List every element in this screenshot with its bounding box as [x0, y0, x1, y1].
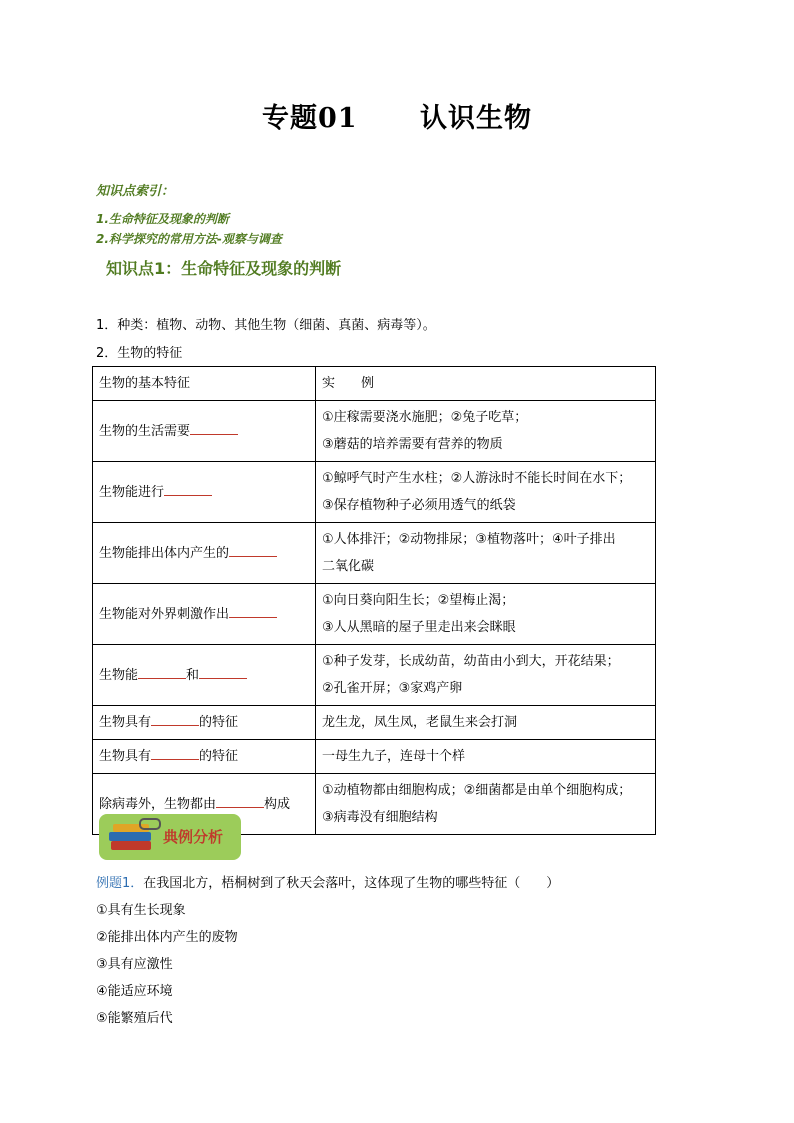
feature-text: 的特征 [199, 749, 239, 764]
feature-cell [93, 706, 316, 740]
table-header-row [93, 367, 656, 401]
paragraph-features: 2．生物的特征 [96, 346, 183, 361]
example-line: ③病毒没有细胞结构 [322, 810, 438, 825]
fill-blank [138, 664, 186, 679]
example-line: 龙生龙，凤生凤，老鼠生来会打洞 [322, 715, 518, 730]
fill-blank [216, 793, 264, 808]
index-heading: 知识点索引： [96, 184, 175, 199]
example-line: ②孔雀开屏；③家鸡产卵 [322, 681, 463, 696]
table-header-cell: 生物的基本特征 [93, 367, 316, 401]
example-cell [316, 523, 656, 584]
example-line: 一母生九子，连母十个样 [322, 749, 466, 764]
feature-text: 生物具有 [99, 749, 152, 764]
index-item-2: 2.科学探究的常用方法-观察与调查 [96, 232, 282, 246]
feature-text: 除病毒外，生物都由 [99, 796, 217, 812]
badge-label: 典例分析 [163, 828, 224, 846]
glasses-icon [139, 818, 161, 830]
fill-blank [229, 603, 277, 618]
example-line: ①动植物都由细胞构成；②细菌都是由单个细胞构成； [322, 783, 632, 798]
example-question [96, 872, 559, 891]
fill-blank [151, 711, 199, 726]
paragraph-types: 1．种类：植物、动物、其他生物（细菌、真菌、病毒等）。 [96, 318, 436, 333]
example-cell [316, 462, 656, 523]
option-4: ④能适应环境 [96, 984, 173, 999]
example-line: ①向日葵向阳生长；②望梅止渴； [322, 593, 515, 608]
features-table [92, 366, 656, 835]
table-row [93, 645, 656, 706]
feature-text: 构成 [264, 796, 291, 812]
books-icon [111, 841, 151, 850]
example-label: 例题1． [96, 876, 144, 891]
table-row [93, 584, 656, 645]
table-row [93, 740, 656, 774]
table-header-cell: 实 例 [316, 367, 656, 401]
feature-text: 的特征 [199, 715, 239, 730]
table-row [93, 523, 656, 584]
table-row [93, 401, 656, 462]
example-line: ③人从黑暗的屋子里走出来会眯眼 [322, 620, 516, 635]
section-heading: 知识点1：生命特征及现象的判断 [106, 259, 342, 278]
index-item-1: 1.生命特征及现象的判断 [96, 212, 229, 226]
example-analysis-badge [99, 814, 241, 860]
option-3: ③具有应激性 [96, 957, 173, 972]
option-5: ⑤能繁殖后代 [96, 1011, 173, 1026]
feature-text: 生物能对外界刺激作出 [99, 606, 230, 622]
example-line: ①鲸呼气时产生水柱；②人游泳时不能长时间在水下； [322, 471, 632, 486]
feature-text: 生物的生活需要 [99, 423, 191, 439]
example-line: ③蘑菇的培养需要有营养的物质 [322, 437, 503, 452]
feature-cell [93, 523, 316, 584]
option-2: ②能排出体内产生的废物 [96, 930, 238, 945]
feature-cell [93, 462, 316, 523]
example-line: ①种子发芽，长成幼苗，幼苗由小到大，开花结果； [322, 654, 620, 669]
table-row [93, 462, 656, 523]
fill-blank [151, 745, 199, 760]
feature-text: 生物具有 [99, 715, 152, 730]
page-title: 专题01 认识生物 [262, 103, 532, 134]
feature-cell [93, 401, 316, 462]
feature-text: 生物能进行 [99, 484, 165, 500]
example-line: ①人体排汗；②动物排尿；③植物落叶；④叶子排出 [322, 532, 616, 547]
fill-blank [190, 420, 238, 435]
feature-cell [93, 740, 316, 774]
example-cell [316, 706, 656, 740]
example-line: ③保存植物种子必须用透气的纸袋 [322, 498, 516, 513]
table-row [93, 706, 656, 740]
example-cell [316, 645, 656, 706]
example-cell [316, 774, 656, 835]
fill-blank [199, 664, 247, 679]
feature-cell [93, 584, 316, 645]
example-cell [316, 401, 656, 462]
option-1: ①具有生长现象 [96, 903, 186, 918]
feature-text: 生物能排出体内产生的 [99, 545, 230, 561]
example-line: ①庄稼需要浇水施肥；②兔子吃草； [322, 410, 528, 425]
fill-blank [164, 481, 212, 496]
feature-cell [93, 645, 316, 706]
example-line: 二氧化碳 [322, 559, 375, 574]
feature-text: 生物能 [99, 667, 139, 683]
example-text: 在我国北方，梧桐树到了秋天会落叶，这体现了生物的哪些特征（ ） [143, 876, 560, 891]
books-icon [109, 832, 151, 841]
example-cell [316, 740, 656, 774]
example-cell [316, 584, 656, 645]
fill-blank [229, 542, 277, 557]
feature-text: 和 [186, 667, 200, 683]
